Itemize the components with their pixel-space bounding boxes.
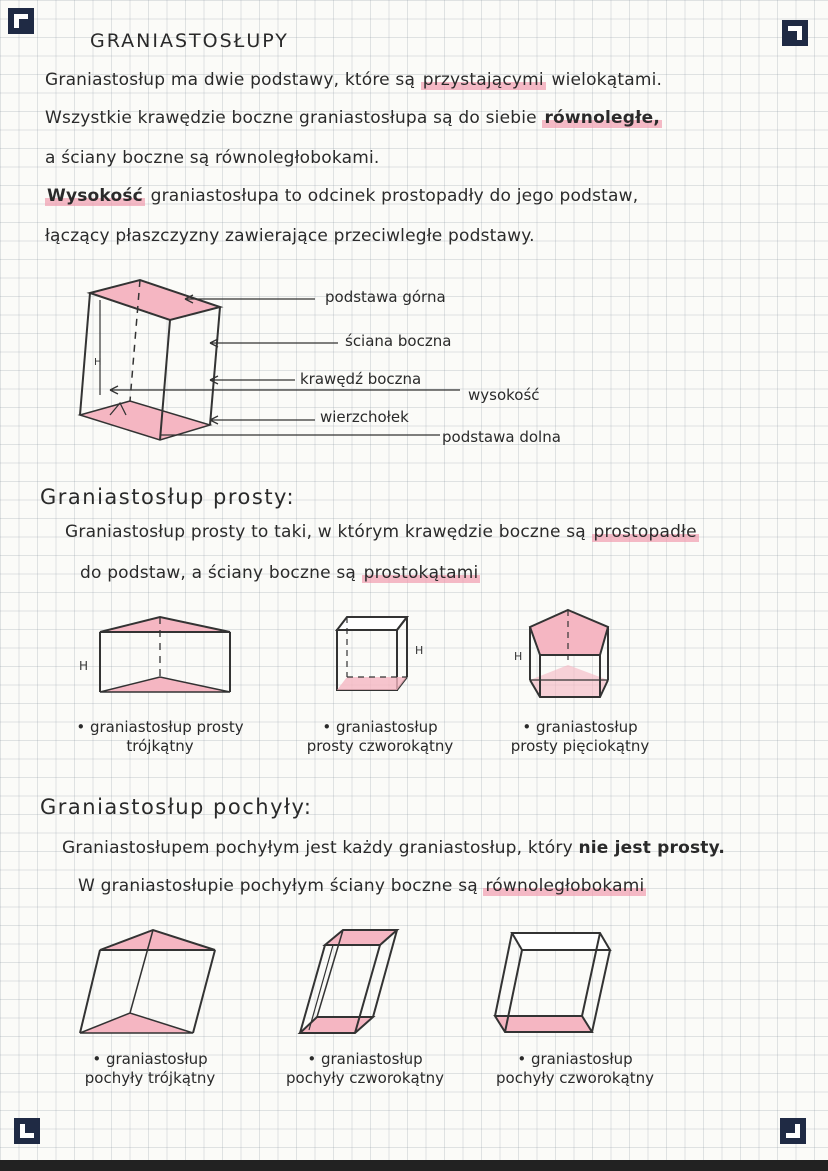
highlight-term: równoległobokami [485, 876, 645, 896]
height-mark: H [514, 650, 523, 663]
caption-line: • graniastosłup prosty [76, 718, 244, 736]
oblique-quadrilateral-prism-2 [490, 928, 620, 1038]
body-text: do podstaw, a ściany boczne są [80, 563, 357, 583]
caption-oblique-triangular [50, 1050, 250, 1088]
intro-line-5: łączący płaszczyzny zawierające przeciwległe podstawy. [45, 226, 535, 246]
oblique-triangular-prism [75, 925, 225, 1040]
straight-line-1 [65, 522, 699, 542]
highlight-term: równoległe, [544, 108, 661, 128]
height-mark: H [79, 659, 89, 673]
top-base-shape [90, 280, 220, 320]
emphasis-term: nie jest prosty. [578, 838, 726, 858]
caption-straight-pentagonal [490, 718, 670, 756]
label-vertex: wierzchołek [320, 408, 409, 426]
page-title: GRANIASTOSŁUPY [90, 30, 289, 52]
corner-mark-bottom-left [14, 1118, 40, 1144]
straight-quadrilateral-prism [335, 612, 425, 697]
caption-line: pochyły czworokątny [496, 1069, 654, 1087]
label-top-base: podstawa górna [325, 288, 446, 306]
straight-heading: Graniastosłup prosty: [40, 485, 296, 509]
highlight-term: prostokątami [363, 563, 479, 583]
intro-text: graniastosłupa to odcinek prostopadły do jego podstaw, [150, 186, 639, 206]
caption-line: pochyły czworokątny [286, 1069, 444, 1087]
highlight-term: przystającymi [422, 70, 544, 90]
page-bottom-edge [0, 1160, 828, 1171]
highlight-term: Wysokość [47, 186, 143, 206]
label-height: wysokość [468, 386, 540, 404]
intro-line-1 [45, 70, 662, 90]
caption-oblique-quadrilateral-1 [265, 1050, 465, 1088]
body-text: W graniastosłupie pochyłym ściany boczne są [78, 876, 478, 896]
caption-line: prosty czworokątny [306, 737, 454, 755]
caption-line: • graniastosłup [92, 1050, 208, 1068]
caption-line: prosty pięciokątny [510, 737, 650, 755]
corner-mark-top-left [8, 8, 34, 34]
caption-line: • graniastosłup [517, 1050, 633, 1068]
caption-straight-quadrilateral [290, 718, 470, 756]
intro-line-3: a ściany boczne są równoległobokami. [45, 148, 380, 168]
body-text: Graniastosłupem pochyłym jest każdy graniastosłup, który [62, 838, 573, 858]
highlight-term: prostopadłe [593, 522, 697, 542]
corner-mark-top-right [782, 20, 808, 46]
label-side-face: ściana boczna [345, 332, 452, 350]
caption-line: pochyły trójkątny [84, 1069, 216, 1087]
caption-straight-triangular [55, 718, 265, 756]
label-bottom-base: podstawa dolna [442, 428, 561, 446]
caption-line: • graniastosłup [322, 718, 438, 736]
caption-line: trójkątny [126, 737, 194, 755]
caption-oblique-quadrilateral-2 [475, 1050, 675, 1088]
intro-text: Graniastosłup ma dwie podstawy, które są [45, 70, 416, 90]
corner-mark-bottom-right [780, 1118, 806, 1144]
oblique-quadrilateral-prism-1 [295, 925, 405, 1040]
straight-line-2 [80, 563, 480, 583]
straight-pentagonal-prism [514, 605, 620, 700]
height-mark: H [94, 357, 102, 368]
intro-text: Wszystkie krawędzie boczne graniastosłupa są do siebie [45, 108, 537, 128]
intro-text: wielokątami. [551, 70, 663, 90]
caption-line: • graniastosłup [307, 1050, 423, 1068]
caption-line: • graniastosłup [522, 718, 638, 736]
oblique-line-1 [62, 838, 725, 858]
height-mark: H [415, 644, 424, 657]
oblique-heading: Graniastosłup pochyły: [40, 795, 313, 819]
bottom-base-shape [80, 401, 210, 440]
intro-line-2 [45, 108, 662, 128]
straight-triangular-prism [79, 612, 245, 702]
label-side-edge: krawędź boczna [300, 370, 422, 388]
body-text: Graniastosłup prosty to taki, w którym krawędzie boczne są [65, 522, 586, 542]
intro-line-4 [45, 186, 638, 206]
oblique-line-2 [78, 876, 646, 896]
